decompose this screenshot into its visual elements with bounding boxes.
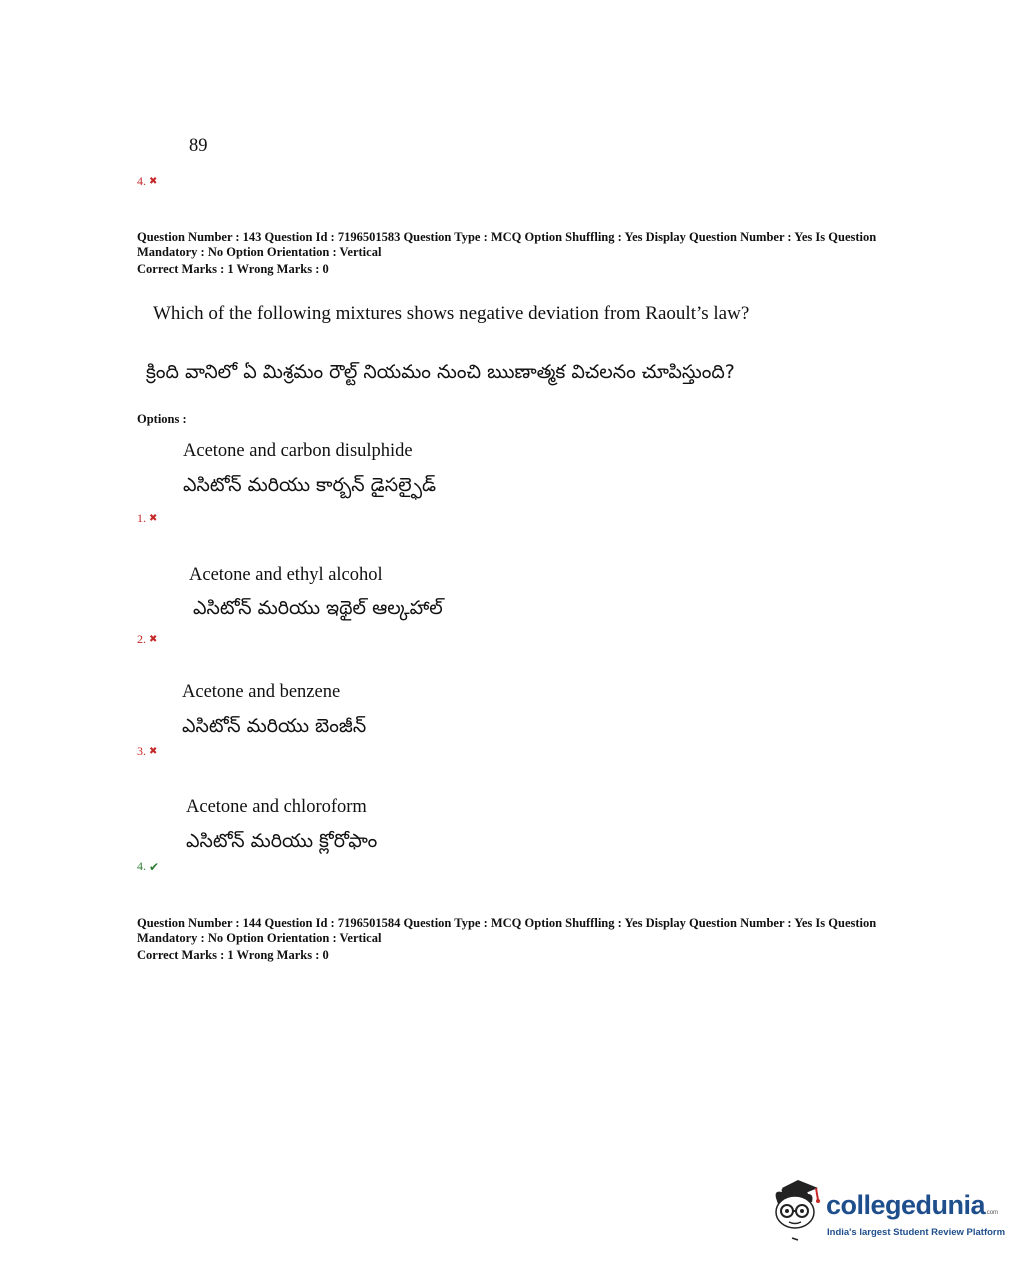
- correct-check-icon: ✔: [149, 859, 160, 874]
- options-label: Options :: [137, 412, 187, 426]
- collegedunia-logo: [768, 1178, 1006, 1248]
- option-3-telugu: ఎసిటోన్ మరియు బెంజీన్: [182, 715, 367, 737]
- option-1-status: [137, 511, 157, 526]
- option-1-english: Acetone and carbon disulphide: [183, 441, 413, 461]
- option-1-telugu: ఎసిటోన్ మరియు కార్బన్ డైసల్ఫైడ్: [183, 474, 437, 496]
- logo-wordmark: collegedunia: [826, 1190, 986, 1220]
- wrong-mark-icon: ✖: [149, 176, 158, 187]
- option-number-label: 4.: [137, 174, 146, 188]
- option-4-telugu: ఎసిటోన్ మరియు క్లోరోఫాం: [186, 830, 378, 852]
- previous-option-number: [137, 174, 157, 189]
- option-3-english: Acetone and benzene: [182, 682, 341, 702]
- wrong-mark-icon: ✖: [149, 634, 158, 645]
- option-2-telugu: ఎసిటోన్ మరియు ఇథైల్ ఆల్కహాల్: [193, 597, 443, 619]
- question-144-meta: Question Number : 144 Question Id : 7196501584 Question Type : MCQ Option Shuffling : Yes Display Question Number : Yes Is Question Mandatory : No Option Orientation : Vertical: [137, 916, 877, 945]
- question-stem-telugu: క్రింది వానిలో ఏ మిశ్రమం రౌల్ట్ నియమం నుంచి ఋణాత్మక విచలనం చూపిస్తుంది?: [146, 361, 735, 383]
- option-2-status: [137, 632, 157, 647]
- option-3-status: [137, 744, 157, 759]
- option-number-label: 4.: [137, 859, 146, 873]
- wrong-mark-icon: ✖: [149, 746, 158, 757]
- logo-domain-suffix: .com: [985, 1210, 999, 1216]
- option-2-english: Acetone and ethyl alcohol: [189, 565, 383, 585]
- option-number-label: 1.: [137, 511, 146, 525]
- question-stem-english: Which of the following mixtures shows negative deviation from Raoult’s law?: [153, 303, 750, 324]
- option-number-label: 3.: [137, 744, 146, 758]
- question-143-meta: Question Number : 143 Question Id : 7196501583 Question Type : MCQ Option Shuffling : Yes Display Question Number : Yes Is Question Mandatory : No Option Orientation : Vertical: [137, 230, 877, 259]
- question-143-marks: Correct Marks : 1 Wrong Marks : 0: [137, 262, 329, 276]
- wrong-mark-icon: ✖: [149, 513, 158, 524]
- question-144-marks: Correct Marks : 1 Wrong Marks : 0: [137, 948, 329, 962]
- mascot-icon: [768, 1178, 826, 1246]
- option-4-english: Acetone and chloroform: [186, 797, 367, 817]
- option-4-status: [137, 859, 159, 874]
- logo-tagline: India's largest Student Review Platform: [827, 1227, 1006, 1238]
- previous-answer-text: 89: [189, 136, 208, 156]
- option-number-label: 2.: [137, 632, 146, 646]
